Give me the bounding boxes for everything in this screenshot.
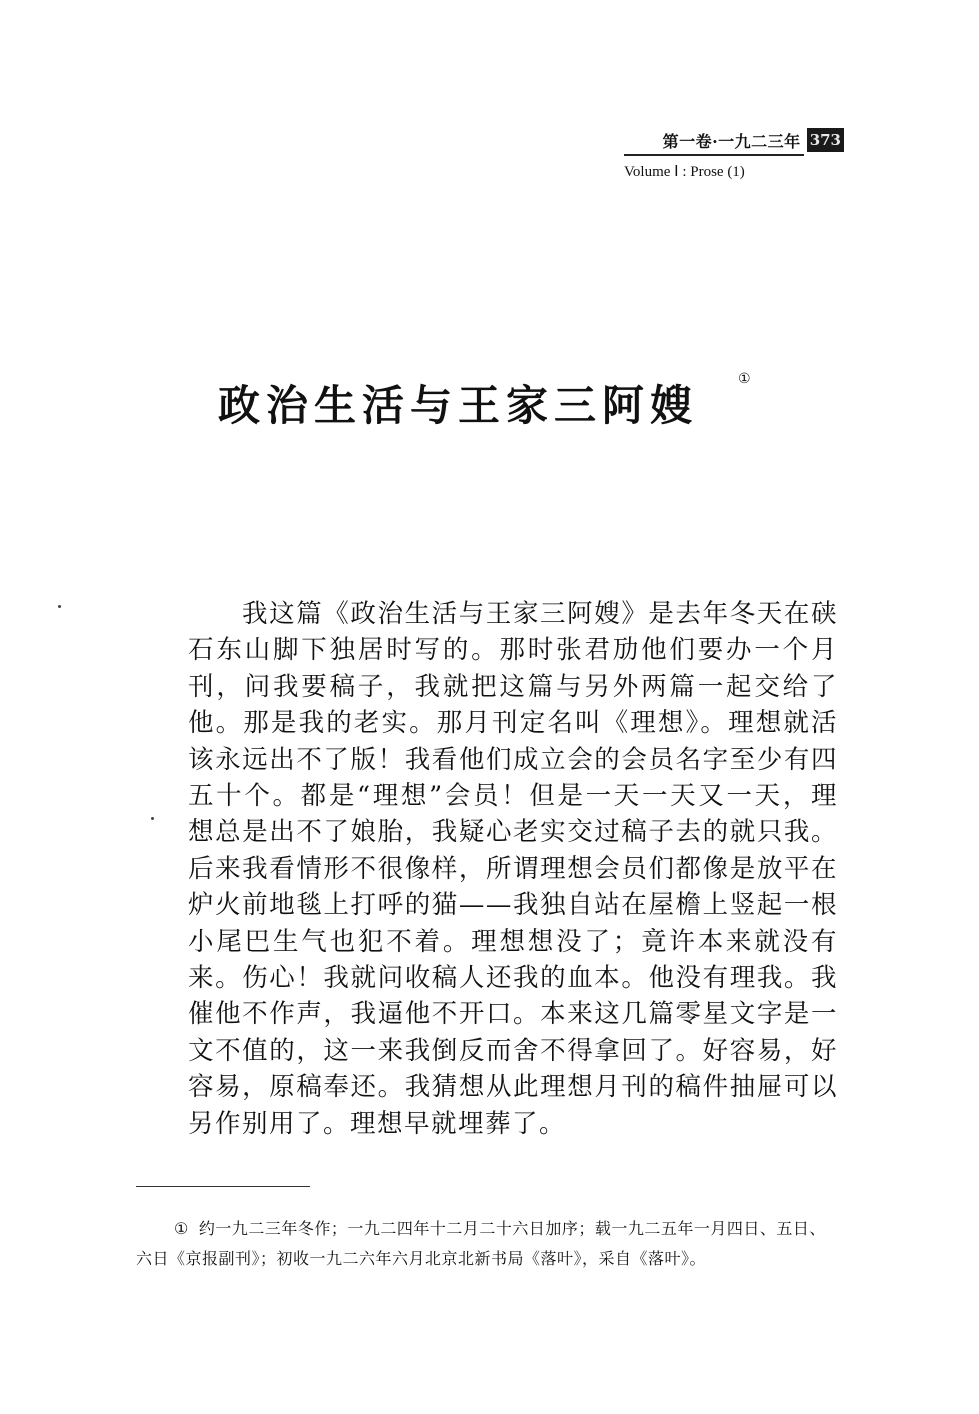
volume-title: 第一卷·一九二三年 xyxy=(662,131,801,151)
footnote-rule xyxy=(136,1186,310,1187)
body-paragraph: 我这篇《政治生活与王家三阿嫂》是去年冬天在硖石东山脚下独居时写的。那时张君劢他们要办一个月刊，问我要稿子，我就把这篇与另外两篇一起交给了他。那是我的老实。那月刊定名叫《理想》。理想就活该永远出不了版！我看他们成立会的会员名字至少有四五十个。都是“理想”会员！但是一天一天又一天，理想总是出不了娘胎，我疑心老实交过稿子去的就只我。后来我看情形不很像样，所谓理想会员们都像是放平在炉火前地毯上打呼的猫——我独自站在屋檐上竖起一根小尾巴生气也犯不着。理想想没了；竟许本来就没有来。伤心！我就问收稿人还我的血本。他没有理我。我催他不作声，我逼他不开口。本来这几篇零星文字是一文不值的，这一来我倒反而舍不得拿回了。好容易，好容易，原稿奉还。我猜想从此理想月刊的稿件抽屉可以另作别用了。理想早就埋葬了。 xyxy=(188,599,838,1139)
footnote xyxy=(136,1214,834,1274)
scan-speck xyxy=(151,817,154,820)
header-rule xyxy=(624,154,804,156)
title-footnote-mark: ① xyxy=(738,371,751,387)
page-number: 373 xyxy=(807,128,844,152)
footnote-mark: ① xyxy=(174,1219,189,1238)
footnote-text: 约一九二三年冬作；一九二四年十二月二十六日加序；载一九二五年一月四日、五日、六日《京报副刊》；初收一九二六年六月北京北新书局《落叶》，采自《落叶》。 xyxy=(136,1219,826,1268)
essay-title: 政治生活与王家三阿嫂 xyxy=(218,381,699,430)
scan-speck xyxy=(58,605,61,608)
running-header xyxy=(624,128,844,181)
volume-subtitle: Volume Ⅰ : Prose (1) xyxy=(624,164,745,180)
